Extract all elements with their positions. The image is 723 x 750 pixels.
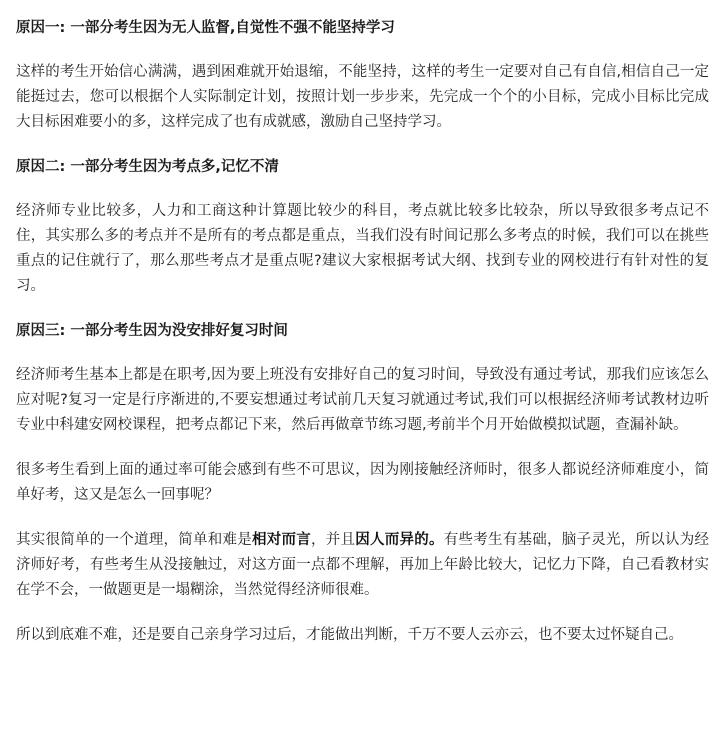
reason-text-part3: 有些考生有基础，脑子灵光，所以认为经济师好考，有些考生从没接触过，对这方面一点都不理解，再加上年龄比较大，记忆力下降，自己看教材实在学不会，一做题更是一塌糊涂，当然觉得经济师很难。 (16, 532, 709, 598)
reason-text-part2: ，并且 (311, 532, 356, 548)
reason-text-part1: 其实很简单的一个道理，简单和难是 (16, 532, 252, 548)
reason-bold-individual: 因人而异的。 (355, 532, 444, 548)
section-heading-1: 原因一: 一部分考生因为无人监督,自觉性不强不能坚持学习 (16, 20, 395, 36)
section-paragraph-1: 这样的考生开始信心满满，遇到困难就开始退缩，不能坚持，这样的考生一定要对自己有自信,相信自己一定能挺过去，您可以根据个人实际制定计划，按照计划一步步来，先完成一个个的小目标，完成小目标比完成大目标困难要小的多，这样完成了也有成就感，激励自己坚持学习。 (16, 64, 709, 130)
section-heading-3: 原因三: 一部分考生因为没安排好复习时间 (16, 323, 288, 339)
section-paragraph-3: 经济师考生基本上都是在职考,因为要上班没有安排好自己的复习时间，导致没有通过考试，那我们应该怎么应对呢?复习一定是行序渐进的,不要妄想通过考试前几天复习就通过考试,我们可以根据经济师考试教材边听专业中科建安网校课程，把考点都记下来，然后再做章节练习题,考前半个月开始做模拟试题，查漏补缺。 (16, 367, 709, 433)
reason-bold-relative: 相对而言 (252, 532, 311, 548)
conclusion-paragraph: 所以到底难不难，还是要自己亲身学习过后，才能做出判断，千万不要人云亦云，也不要太过怀疑自己。 (16, 627, 683, 643)
section-heading-2: 原因二: 一部分考生因为考点多,记忆不清 (16, 159, 279, 175)
reason-paragraph (16, 528, 709, 603)
intro-paragraph: 很多考生看到上面的通过率可能会感到有些不可思议，因为刚接触经济师时，很多人都说经济师难度小，简单好考，这又是怎么一回事呢？ (16, 462, 709, 503)
section-paragraph-2: 经济师专业比较多，人力和工商这种计算题比较少的科目，考点就比较多比较杂，所以导致很多考点记不住，其实那么多的考点并不是所有的考点都是重点，当我们没有时间记那么多考点的时候，我们可以在挑些重点的记住就行了，那么那些考点才是重点呢?建议大家根据考试大纲、找到专业的网校进行有针对性的复习。 (16, 203, 709, 294)
